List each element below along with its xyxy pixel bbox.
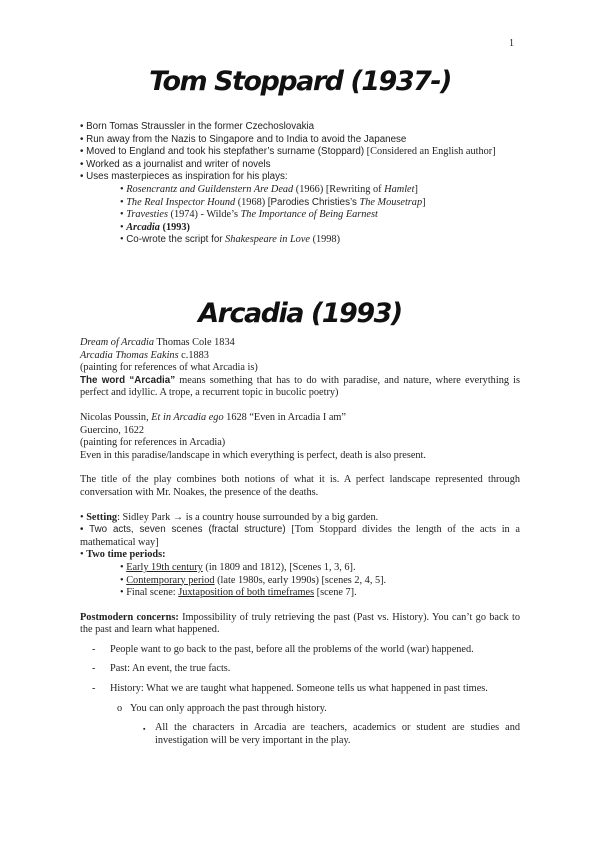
period-contemporary [80, 575, 520, 588]
ref-cole [80, 337, 520, 350]
ref-eakins [80, 350, 520, 363]
play-year: (1974) - Wilde’s [170, 209, 238, 221]
play-year: (1968) [237, 196, 266, 208]
play-bullet: • [120, 196, 124, 208]
dash-text: People want to go back to the past, before all the problems of the world (war) happened. [110, 643, 474, 655]
spacer [80, 637, 520, 644]
play-note: Co-wrote the script for [126, 234, 223, 246]
setting-label: Setting [86, 511, 118, 523]
spacer [80, 696, 520, 703]
spacer [80, 500, 520, 512]
postmodern-concerns [80, 612, 520, 637]
tp-bullet: • [80, 549, 84, 561]
period-detail: (in 1809 and 1812), [Scenes 1, 3, 6]. [205, 561, 356, 573]
play-bullet: • [120, 234, 124, 246]
dash-text: History: What we are taught what happened. Someone tells us what happened in past times. [110, 683, 488, 695]
play-source: The Importance of Being Earnest [240, 209, 378, 221]
play-title: Rosencrantz and Guildenstern Are Dead [126, 183, 294, 195]
bio-moved-note: [Considered an English author] [366, 146, 496, 158]
dash-item-past-def [80, 663, 520, 676]
play-bullet: • [120, 221, 124, 233]
sub-text: All the characters in Arcadia are teachers, academics or student are studies and investigation will be very important in the play. [155, 722, 520, 746]
ref-detail: 1628 “Even in Arcadia I am” [226, 411, 346, 423]
spacer [80, 462, 520, 474]
play-source: The Mousetrap [359, 196, 423, 208]
death-present: Even in this paradise/landscape in which everything is perfect, death is also present. [80, 449, 426, 461]
bio-masterpieces: • Uses masterpieces as inspiration for his plays: [80, 171, 288, 183]
spacer [80, 715, 520, 722]
acts-text: [Tom Stoppard divides the length of the acts in a mathematical way] [80, 524, 520, 548]
play-note-end: ] [422, 196, 426, 208]
page-number: 1 [509, 38, 514, 49]
arcadia-notes [80, 337, 520, 747]
play-travesties [80, 209, 520, 222]
acts [80, 524, 520, 549]
spacer [80, 400, 520, 412]
ref-guercino: Guercino, 1622 [80, 424, 145, 436]
sub-text: You can only approach the past through history. [130, 702, 327, 714]
play-title: Travesties [126, 209, 168, 221]
bio-escape: • Run away from the Nazis to Singapore and to India to avoid the Japanese [80, 133, 407, 145]
play-source: Hamlet [384, 183, 415, 195]
bio-moved-text: • Moved to England and took his stepfather’s surname (Stoppard) [80, 146, 365, 158]
sub-marker: o [117, 702, 123, 714]
play-title: Shakespeare in Love [225, 234, 310, 246]
spacer [80, 676, 520, 683]
period-bullet: • [120, 561, 124, 573]
bio-born: • Born Tomas Straussler in the former Czechoslovakia [80, 121, 315, 132]
play-inspector-hound [80, 197, 520, 210]
period-name: Juxtaposition of both timeframes [178, 587, 315, 599]
sub-item-history-approach [80, 703, 520, 716]
arcadia-word-text: means something that has to do with paradise, and nature, where everything is perfect and idyllic. A trope, a recurrent topic in bucolic poetry) [80, 374, 520, 399]
pm-label: Postmodern concerns: [80, 611, 179, 623]
biography-list [80, 121, 520, 247]
period-name: Early 19th century [126, 561, 203, 573]
setting [80, 512, 520, 525]
dash-item-history [80, 683, 520, 696]
arcadia-meaning [80, 375, 520, 400]
play-note: [Rewriting of [325, 183, 382, 195]
period-detail: [scene 7]. [316, 587, 357, 599]
setting-text: : Sidley Park → is a country house surrounded by a big garden. [117, 511, 379, 523]
pm-text: Impossibility of truly retrieving the past (Past vs. History). You can’t go back to the past and learn what happened. [80, 611, 520, 636]
setting-bullet: • [80, 511, 84, 523]
dash-marker: - [92, 663, 96, 675]
ref-author: Nicolas Poussin, [80, 411, 149, 423]
ref-title: Et in Arcadia ego [151, 411, 224, 423]
ref-poussin [80, 412, 520, 425]
play-rosencrantz [80, 184, 520, 197]
period-final [80, 587, 520, 600]
play-bullet: • [120, 183, 124, 195]
arcadia-word-label: The word “Arcadia” [80, 374, 176, 386]
title-arcadia: Arcadia (1993) [198, 298, 402, 329]
play-note-end: ] [414, 183, 418, 195]
spacer [80, 600, 520, 612]
period-bullet: • [120, 574, 124, 586]
ref-author: c.1883 [181, 349, 209, 361]
ref-author: Thomas Cole 1834 [156, 337, 235, 348]
play-arcadia [80, 222, 520, 235]
period-name: Contemporary period [126, 574, 215, 586]
ref-title: Arcadia Thomas Eakins [80, 349, 179, 361]
play-title: Arcadia [126, 221, 160, 233]
period-bullet: • [120, 587, 124, 599]
play-year: (1998) [312, 234, 341, 246]
ref-title: Dream of Arcadia [80, 337, 154, 348]
play-title: The Real Inspector Hound [126, 196, 236, 208]
sub-item-characters [80, 722, 520, 747]
dash-item-past-wish [80, 644, 520, 657]
play-note: [Parodies Christies’s [267, 196, 357, 208]
title-tom-stoppard: Tom Stoppard (1937-) [149, 66, 451, 97]
period-19th [80, 562, 520, 575]
dash-marker: - [92, 683, 96, 695]
play-bullet: • [120, 209, 124, 221]
ref-note-1: (painting for references of what Arcadia is) [80, 362, 258, 374]
play-year: (1966) [295, 183, 324, 195]
tp-label: Two time periods: [86, 549, 166, 561]
title-meaning: The title of the play combines both notions of what it is. A perfect landscape represented through conversation with Mr. Noakes, the presence of the deaths. [80, 474, 520, 498]
period-detail: (late 1980s, early 1990s) [scenes 2, 4, 5]. [217, 574, 387, 586]
square-marker: ▪ [143, 725, 146, 734]
play-shakespeare [80, 234, 520, 247]
acts-label: • Two acts, seven scenes (fractal structure) [80, 524, 286, 536]
dash-marker: - [92, 643, 96, 655]
ref-note-2: (painting for references in Arcadia) [80, 437, 226, 449]
bio-moved [80, 146, 520, 159]
dash-text: Past: An event, the true facts. [110, 663, 231, 675]
play-year: (1993) [162, 221, 190, 233]
time-periods [80, 549, 520, 562]
period-label: Final scene: [126, 587, 176, 599]
spacer [80, 656, 520, 663]
bio-journalist: • Worked as a journalist and writer of novels [80, 158, 271, 170]
